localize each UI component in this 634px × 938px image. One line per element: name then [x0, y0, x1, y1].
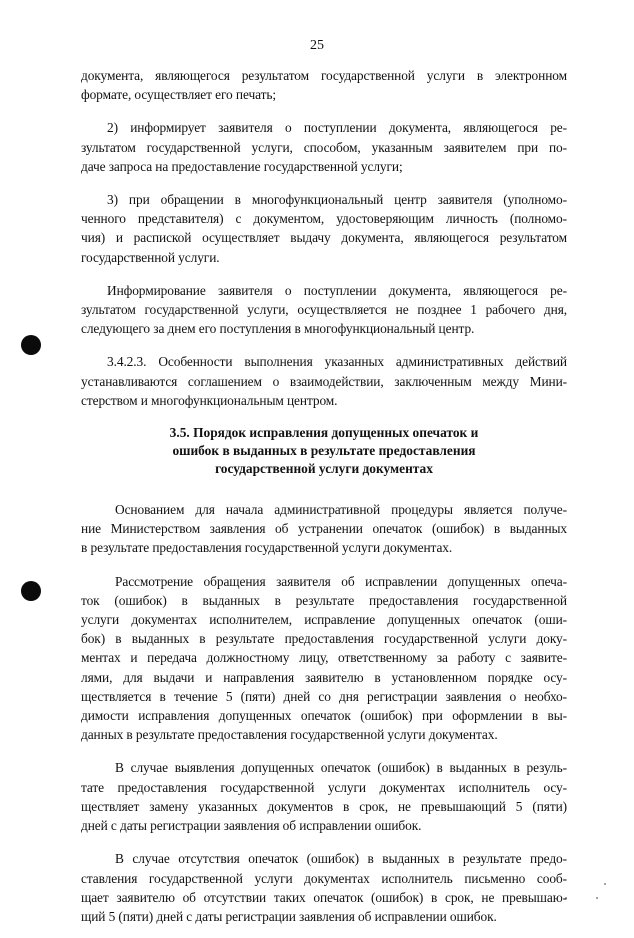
paragraph	[81, 190, 567, 267]
page-number: 25	[310, 38, 324, 53]
text-line: услуги документах исполнителем, исправление допущенных опечаток (оши-	[81, 612, 567, 628]
text-line: ченного представителя) с документом, удостоверяющим личность (полномо-	[81, 211, 567, 227]
text-line: щий 5 (пяти) дней с даты регистрации заявления об исправлении ошибок.	[81, 908, 497, 924]
text-line: стерством и многофункциональным центром.	[81, 392, 338, 408]
text-line: формате, осуществляет его печать;	[81, 87, 276, 103]
paragraph	[81, 66, 567, 104]
text-line: дней с даты регистрации заявления об исправлении ошибок.	[81, 818, 422, 834]
punch-hole-mark-bottom	[21, 581, 41, 601]
text-line: Рассмотрение обращения заявителя об исправлении допущенных опеча-	[115, 573, 567, 589]
text-line: Основанием для начала административной процедуры является получе-	[115, 502, 567, 518]
text-line: зультатом государственной услуги, осуществляется не позднее 1 рабочего дня,	[81, 302, 567, 318]
text-line: Информирование заявителя о поступлении документа, являющегося ре-	[107, 282, 567, 298]
text-line: 3.4.2.3. Особенности выполнения указанных административных действий	[107, 354, 567, 370]
text-line: бок) в выданных в результате предоставления государственной услуги доку-	[81, 631, 567, 647]
paragraph	[81, 352, 567, 410]
text-line: государственной услуги.	[81, 249, 220, 265]
text-line: щает заявителю об отсутствии таких опечаток (ошибок) в срок, не превышаю-	[81, 889, 567, 905]
text-line: чия) и распиской осуществляет выдачу документа, являющегося результатом	[81, 230, 567, 246]
paragraph	[81, 281, 567, 339]
paragraph	[81, 849, 567, 926]
heading-line: ошибок в выданных в результате предоставления	[172, 443, 476, 459]
text-line: ментах и передача должностному лицу, ответственному за работу с заявите-	[81, 650, 567, 666]
punch-hole-mark-top	[21, 335, 41, 355]
text-line: тате предоставления государственной услуги документах исполнитель осу-	[81, 779, 567, 795]
text-line: 2) информирует заявителя о поступлении документа, являющегося ре-	[107, 120, 567, 136]
text-line: лями, для выдачи и направления заявителю в установленном порядке осу-	[81, 669, 567, 685]
heading-line: 3.5. Порядок исправления допущенных опечаток и	[169, 425, 479, 441]
text-line: данных в результате предоставления государственной услуги документах.	[81, 727, 498, 743]
text-line: В случае отсутствия опечаток (ошибок) в выданных в результате предо-	[115, 851, 567, 867]
heading-line: государственной услуги документах	[215, 461, 433, 477]
section-heading	[81, 424, 567, 478]
paragraph	[81, 572, 567, 745]
text-line: ществляет замену указанных документов в срок, не превышающий 5 (пяти)	[81, 798, 567, 814]
text-line: зультатом государственной услуги, способом, указанным заявителем при по-	[81, 139, 567, 155]
document-body	[81, 66, 567, 938]
text-line: ние Министерством заявления об устранении опечаток (ошибок) в выданных	[81, 521, 567, 537]
text-line: 3) при обращении в многофункциональный центр заявителя (уполномо-	[107, 192, 567, 208]
text-line: ществляется в течение 5 (пяти) дней со дня регистрации заявления о необхо-	[81, 688, 567, 704]
text-line: димости исправления допущенных опечаток (ошибок) при оформлении в вы-	[81, 708, 567, 724]
text-line: устанавливаются соглашением о взаимодействии, заключенным между Мини-	[81, 373, 567, 389]
text-line: даче запроса на предоставление государственной услуги;	[81, 158, 403, 174]
text-line: ставления государственной услуги документах исполнитель письменно сооб-	[81, 870, 567, 886]
scan-speck	[604, 883, 606, 885]
text-line: В случае выявления допущенных опечаток (ошибок) в выданных в резуль-	[115, 760, 567, 776]
paragraph	[81, 758, 567, 835]
paragraph	[81, 118, 567, 176]
scan-speck	[596, 897, 598, 899]
text-line: в результате предоставления государственной услуги документах.	[81, 540, 453, 556]
text-line: следующего за днем его поступления в многофункциональный центр.	[81, 321, 475, 337]
text-line: документа, являющегося результатом государственной услуги в электронном	[81, 68, 567, 83]
paragraph	[81, 500, 567, 558]
text-line: ток (ошибок) в выданных в результате предоставления государственной	[81, 592, 567, 608]
